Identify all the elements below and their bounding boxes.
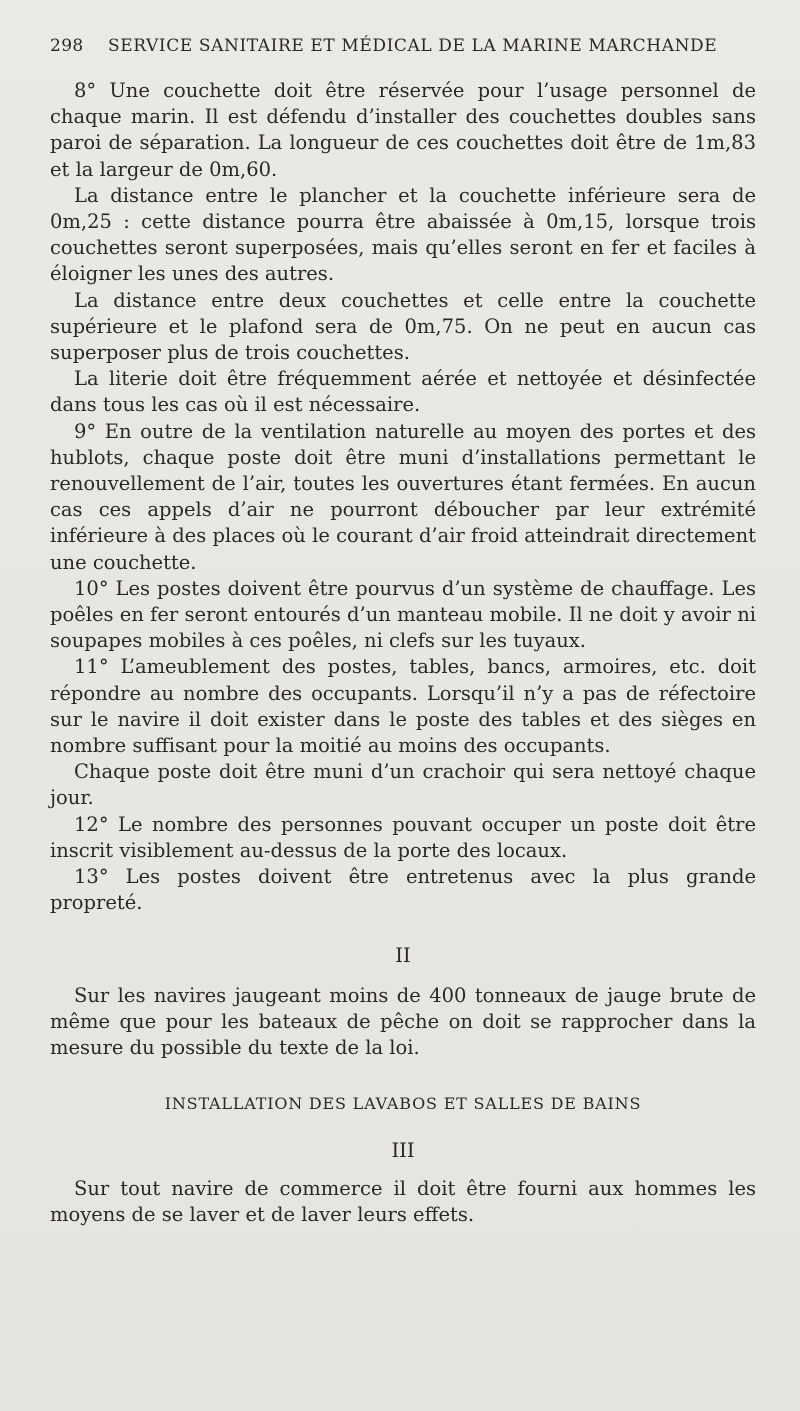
page-body — [50, 78, 756, 1228]
section-numeral-2: II — [395, 943, 411, 967]
paragraph-13: 13° Les postes doivent être entretenus avec la plus grande propreté. — [50, 865, 756, 915]
section-numeral-3: III — [391, 1138, 415, 1162]
section-3-text: Sur tout navire de commerce il doit être fourni aux hommes les moyens de se laver et de laver leurs effets. — [50, 1176, 756, 1226]
section-heading-lavabos: INSTALLATION DES LAVABOS ET SALLES DE BAINS — [164, 1094, 642, 1114]
paragraph-8-spacing: La distance entre deux couchettes et celle entre la couchette supérieure et le plafond sera de 0m,75. On ne peut en aucun cas superposer plus de trois couchettes. — [50, 288, 756, 365]
paragraph-10: 10° Les postes doivent être pourvus d’un système de chauffage. Les poêles en fer seront entourés d’un manteau mobile. Il ne doit y avoir ni soupapes mobiles à ces poêles, ni clefs sur les tuyaux. — [50, 576, 756, 653]
section-2-text: Sur les navires jaugeant moins de 400 tonneaux de jauge brute de même que pour les bateaux de pêche on doit se rapprocher dans la mesure du possible du texte de la loi. — [50, 983, 756, 1060]
page-number: 298 — [50, 36, 84, 56]
paragraph-9: 9° En outre de la ventilation naturelle au moyen des portes et des hublots, chaque poste doit être muni d’installations permettant le renouvellement de l’air, toutes les ouvertures étant fermées. En aucun cas ces appels d’air ne pourront déboucher par leur extrémité inférieure à des places où le courant d’air froid atteindrait directement une couchette. — [50, 419, 756, 574]
paragraph-8-literie: La literie doit être fréquemment aérée et nettoyée et désinfectée dans tous les cas où il est nécessaire. — [50, 367, 756, 417]
paragraph-8: 8° Une couchette doit être réservée pour l’usage personnel de chaque marin. Il est défendu d’installer des couchettes doubles sans paroi de séparation. La longueur de ces couchettes doit être de 1m,83 et la largeur de 0m,60. — [50, 79, 756, 181]
paragraph-11: 11° L’ameublement des postes, tables, bancs, armoires, etc. doit répondre au nombre des occupants. Lorsqu’il n’y a pas de réfectoire sur le navire il doit exister dans le poste des tables et des sièges en nombre suffisant pour la moitié au moins des occupants. — [50, 655, 756, 758]
paragraph-11-crachoir: Chaque poste doit être muni d’un crachoir qui sera nettoyé chaque jour. — [50, 760, 756, 810]
paragraph-8-distance: La distance entre le plancher et la couchette inférieure sera de 0m,25 : cette distance pourra être abaissée à 0m,15, lorsque trois couchettes seront superposées, mais qu’elles seront en fer et faciles à éloigner les unes des autres. — [50, 183, 756, 286]
running-title: SERVICE SANITAIRE ET MÉDICAL DE LA MARINE MARCHANDE — [108, 36, 718, 56]
running-header — [50, 36, 755, 62]
paragraph-12: 12° Le nombre des personnes pouvant occuper un poste doit être inscrit visiblement au-dessus de la porte des locaux. — [50, 812, 756, 862]
